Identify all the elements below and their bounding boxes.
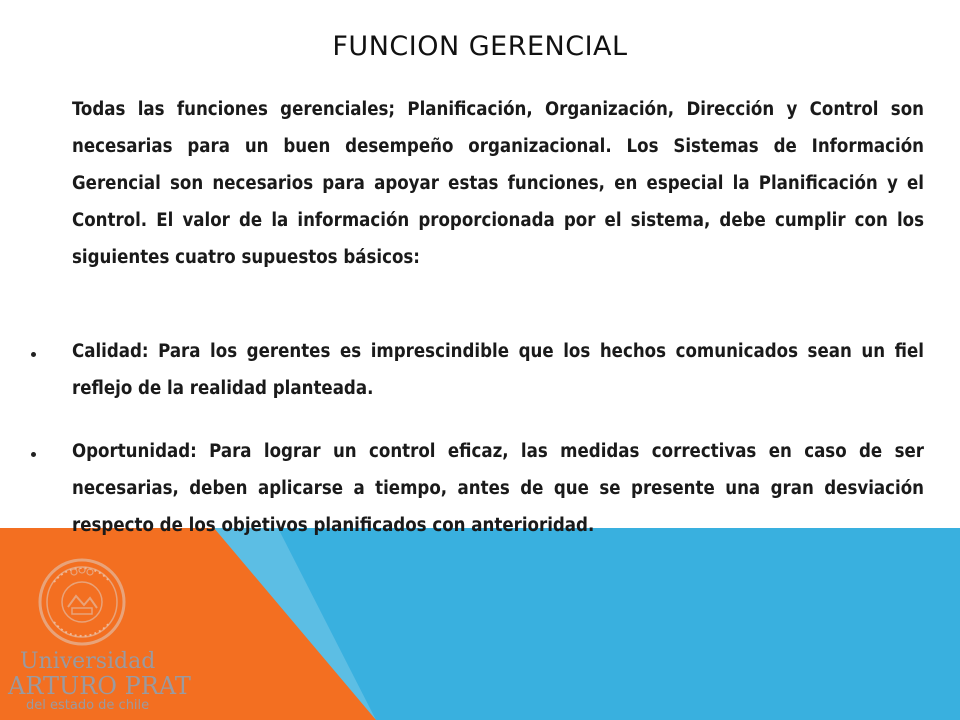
bullet-icon <box>31 452 36 457</box>
logo-line-subtitle: del estado de chile <box>26 698 150 713</box>
bullet-item-calidad: Calidad: Para los gerentes es imprescindible que los hechos comunicados sean un fiel reflejo de la realidad planteada. <box>72 341 924 399</box>
intro-paragraph: Todas las funciones gerenciales; Planificación, Organización, Dirección y Control son necesarias para un buen desempeño organizacional. Los Sistemas de Información Gerencial son necesarios para apoyar estas funciones, en especial la Planificación y el Control. El valor de la información proporcionada por el sistema, debe cumplir con los siguientes cuatro supuestos básicos: <box>72 99 924 268</box>
slide-title: FUNCION GERENCIAL <box>332 31 628 62</box>
logo-line-arturo-prat: ARTURO PRAT <box>8 672 191 700</box>
bullet-item-oportunidad: Oportunidad: Para lograr un control eficaz, las medidas correctivas en caso de ser necesarias, deben aplicarse a tiempo, antes de que se presente una gran desviación respecto de los objetivos planificados con anterioridad. <box>72 441 924 536</box>
logo-line-universidad: Universidad <box>20 649 156 674</box>
bullet-icon <box>31 352 36 357</box>
